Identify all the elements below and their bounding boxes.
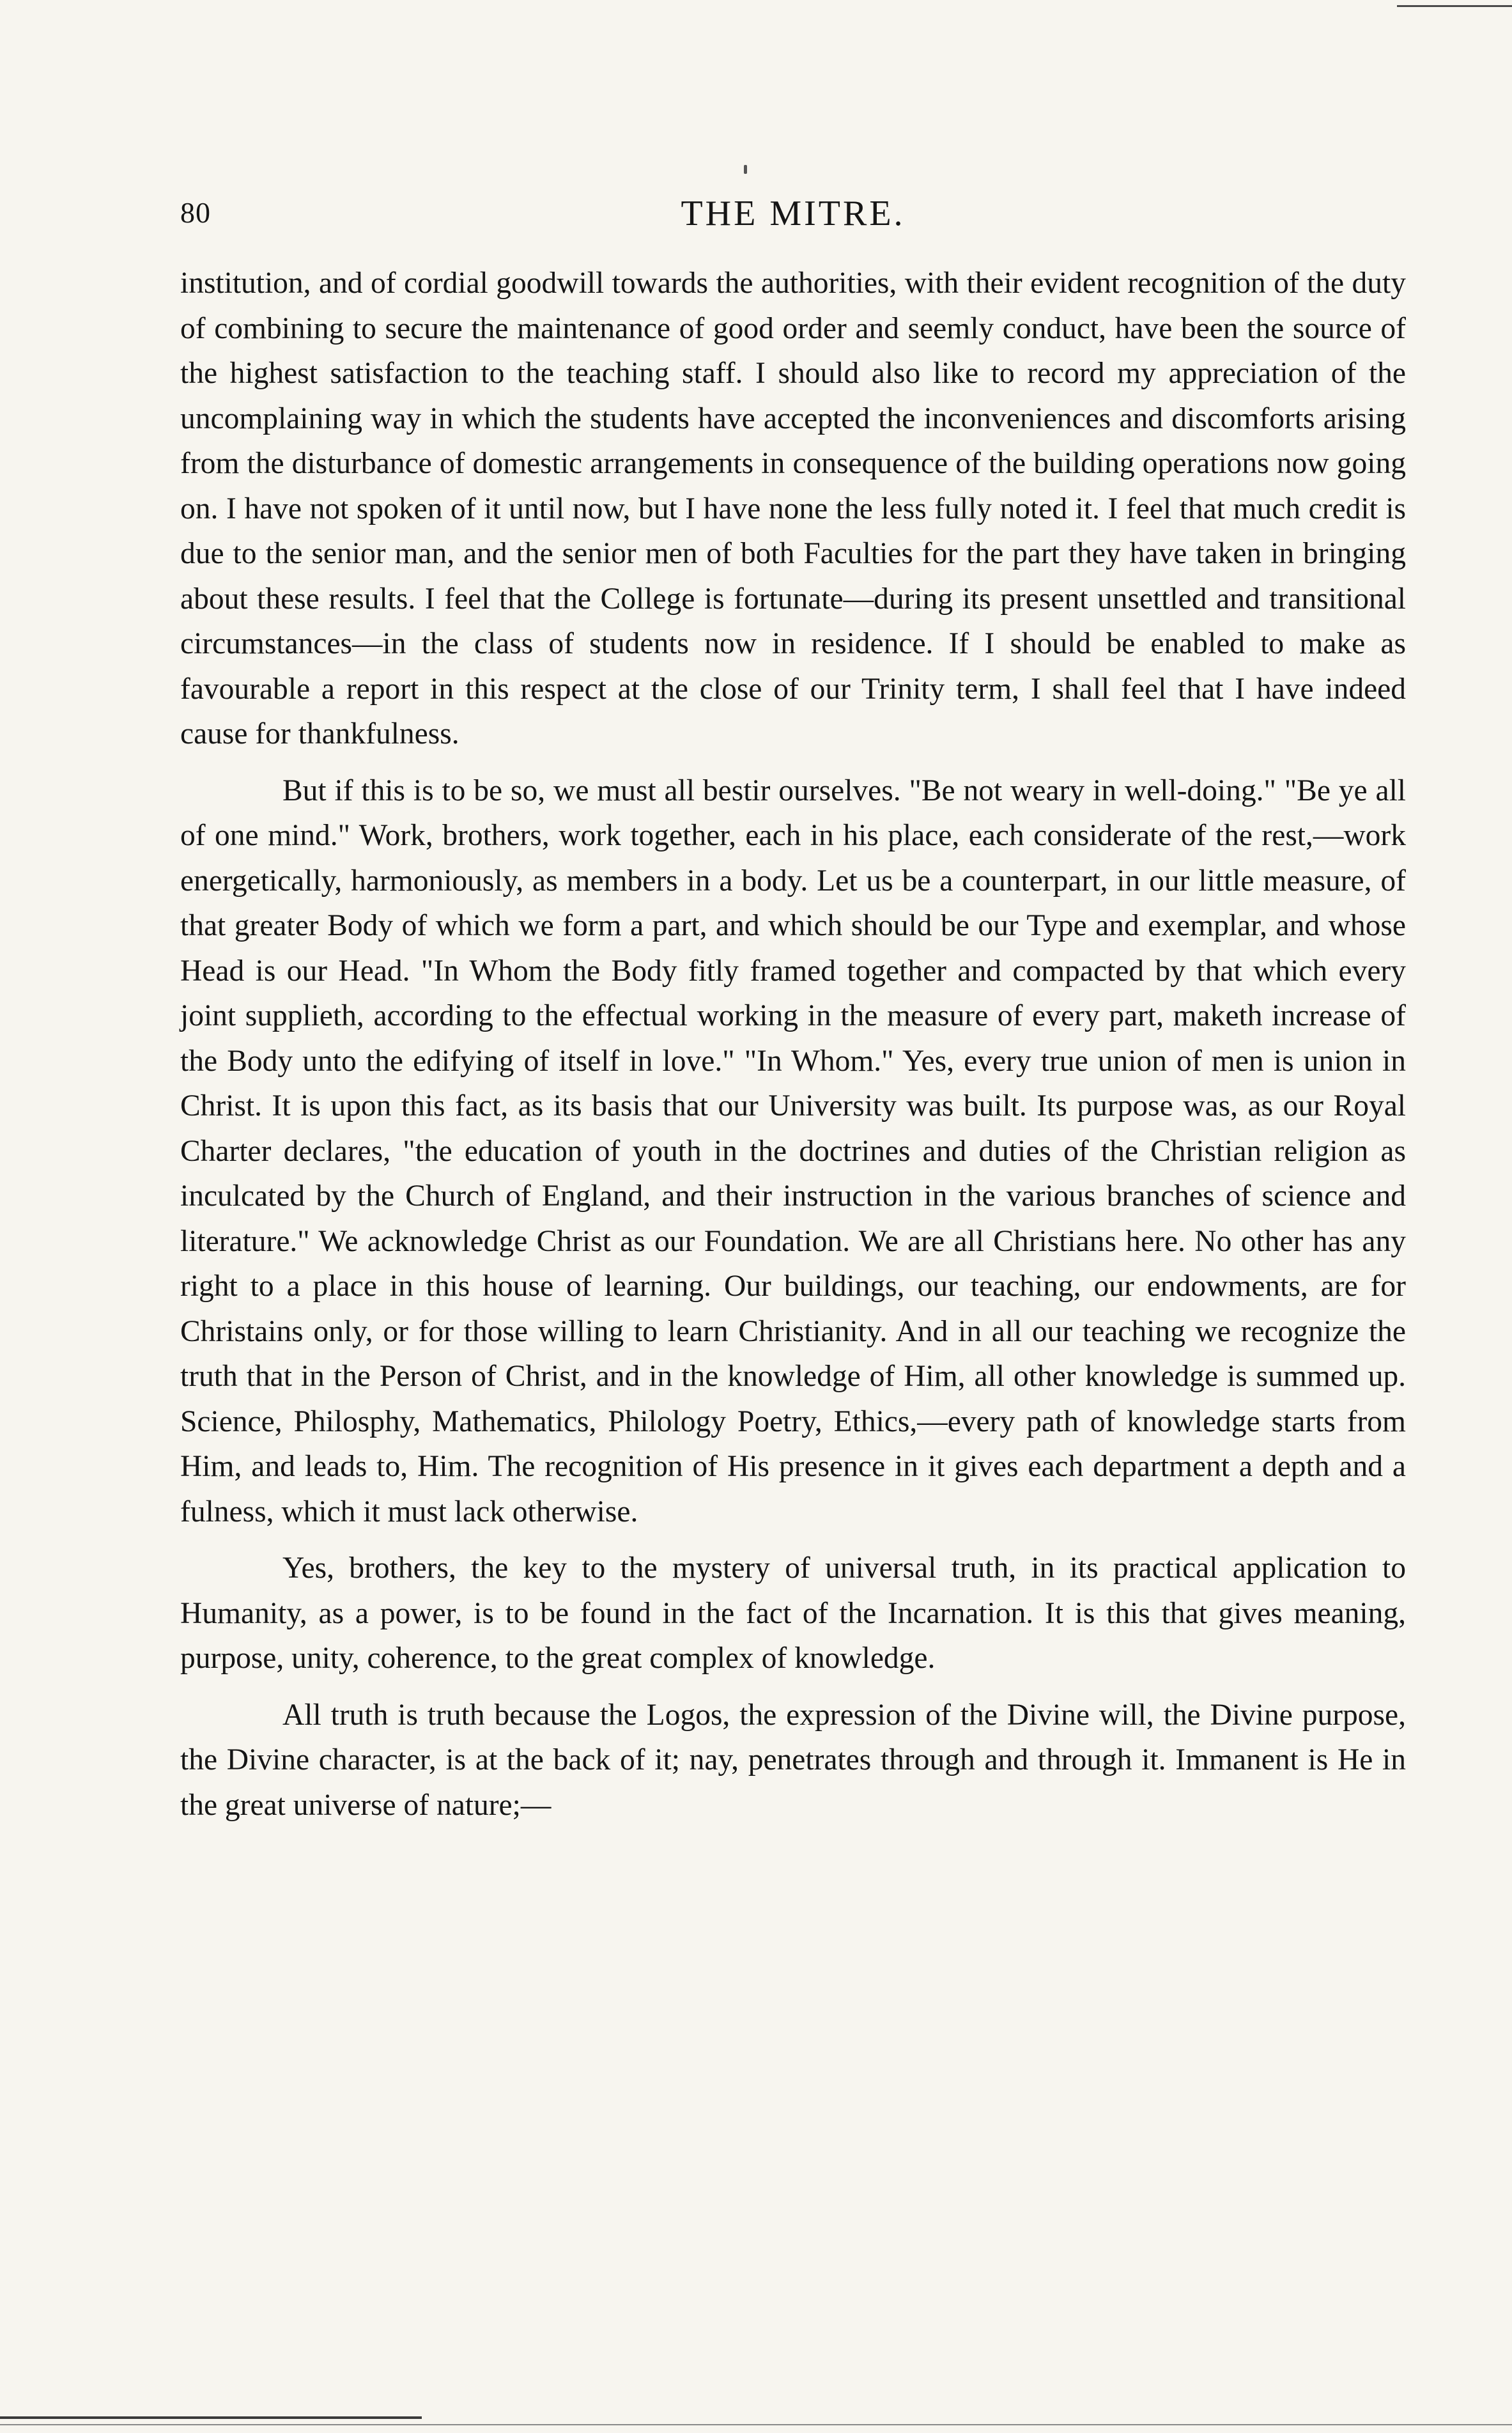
body-text xyxy=(180,261,1406,1839)
running-title: THE MITRE. xyxy=(681,194,906,233)
bottom-edge-line xyxy=(0,2424,1512,2425)
paragraph: But if this is to be so, we must all bestir ourselves. "Be not weary in well-doing." "Be ye all of one mind." Work, brothers, work together, each in his place, each considerate of the rest,—work energetically, harmoniously, as members in a body. Let us be a counterpart, in our little measure, of that greater Body of which we form a part, and which should be our Type and exemplar, and whose Head is our Head. "In Whom the Body fitly framed together and compacted by that which every joint supplieth, according to the effectual working in the measure of every part, maketh increase of the Body unto the edifying of itself in love." "In Whom." Yes, every true union of men is union in Christ. It is upon this fact, as its basis that our University was built. Its purpose was, as our Royal Charter declares, "the education of youth in the doctrines and duties of the Christian religion as inculcated by the Church of England, and their instruction in the various branches of science and literature." We acknowledge Christ as our Foundation. We are all Christians here. No other has any right to a place in this house of learning. Our buildings, our teaching, our endowments, are for Christains only, or for those willing to learn Christianity. And in all our teaching we recognize the truth that in the Person of Christ, and in the knowledge of Him, all other knowledge is summed up. Science, Philosphy, Mathematics, Philology Poetry, Ethics,—every path of knowledge starts from Him, and leads to, Him. The recognition of His presence in it gives each department a depth and a fulness, which it must lack otherwise. xyxy=(180,773,1406,1528)
page-number: 80 xyxy=(180,196,211,229)
paragraph: All truth is truth because the Logos, the expression of the Divine will, the Divine purpose, the Divine character, is at the back of it; nay, penetrates through and through it. Immanent is He in the great universe of nature;— xyxy=(180,1698,1406,1822)
bottom-edge-rule xyxy=(0,2416,422,2419)
page-header xyxy=(180,193,1406,244)
paragraph: Yes, brothers, the key to the mystery of universal truth, in its practical application to Humanity, as a power, is to be found in the fact of the Incarnation. It is this that gives meaning, purpose, unity, coherence, to the great complex of knowledge. xyxy=(180,1551,1406,1675)
ink-speck xyxy=(744,165,747,174)
paragraph-continued: institution, and of cordial goodwill towards the authorities, with their evident recognition of the duty of combining to secure the maintenance of good order and seemly conduct, have been the source of the highest satisfaction to the teaching staff. I should also like to record my appreciation of the uncomplaining way in which the students have accepted the inconveniences and discomforts arising from the disturbance of domestic arrangements in consequence of the building operations now going on. I have not spoken of it until now, but I have none the less fully noted it. I feel that much credit is due to the senior man, and the senior men of both Faculties for the part they have taken in bringing about these results. I feel that the College is fortunate—during its present unsettled and transitional circumstances—in the class of students now in residence. If I should be enabled to make as favourable a report in this respect at the close of our Trinity term, I shall feel that I have indeed cause for thankfulness. xyxy=(180,267,1406,750)
top-edge-rule xyxy=(1397,5,1512,7)
